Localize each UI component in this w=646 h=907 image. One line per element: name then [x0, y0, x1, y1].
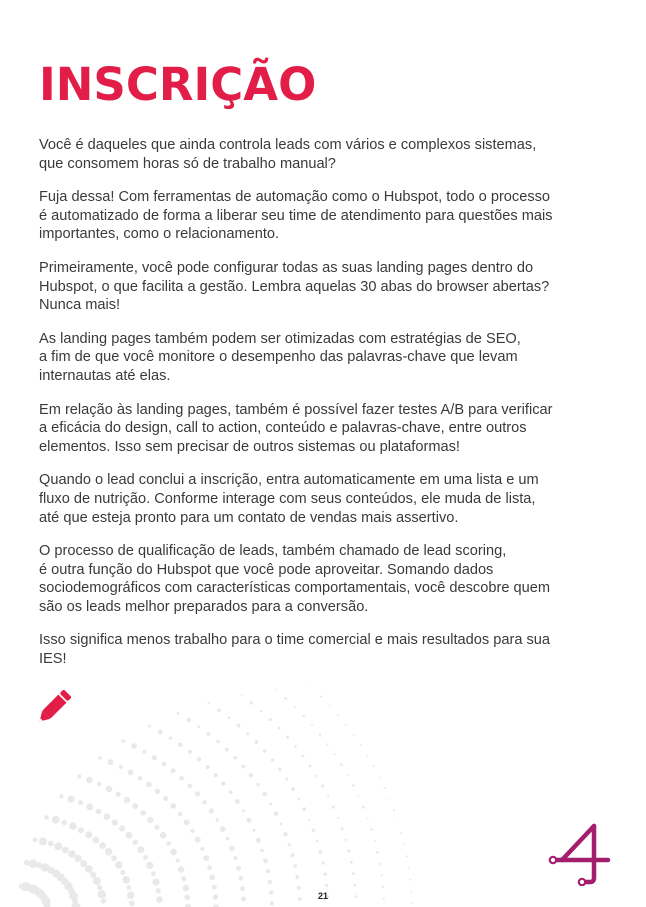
- background-dot: [156, 896, 163, 903]
- background-dot: [205, 765, 209, 769]
- background-dot: [179, 776, 184, 781]
- page-title: INSCRIÇÃO: [39, 58, 317, 111]
- background-dot: [105, 848, 112, 855]
- background-dot: [209, 808, 214, 813]
- paragraph: [39, 401, 609, 457]
- background-dot: [319, 850, 323, 854]
- text-line: Em relação às landing pages, também é possível fazer testes A/B para verificar: [39, 401, 553, 418]
- background-dot: [86, 777, 93, 784]
- background-dot: [183, 885, 189, 891]
- text-line: As landing pages também podem ser otimizadas com estratégias de SEO,: [39, 330, 521, 347]
- background-dot: [233, 756, 237, 760]
- background-dot: [151, 871, 156, 876]
- background-dot: [115, 861, 123, 869]
- background-dot: [297, 886, 301, 890]
- background-dot: [146, 782, 152, 788]
- background-dot: [347, 849, 350, 852]
- background-dot: [143, 855, 148, 860]
- background-dot: [125, 832, 132, 839]
- background-dot: [122, 876, 130, 884]
- background-dot: [209, 875, 215, 881]
- text-line: fluxo de nutrição. Conforme interage com seus conteúdos, ele muda de lista,: [39, 490, 536, 507]
- background-dot: [366, 755, 368, 757]
- page-number: 21: [317, 891, 328, 901]
- background-dot: [85, 831, 92, 838]
- background-dot: [270, 901, 274, 905]
- background-dot: [197, 757, 202, 762]
- text-line: Você é daqueles que ainda controla leads com vários e complexos sistemas,: [39, 137, 537, 153]
- background-dot: [203, 855, 209, 861]
- background-dot: [178, 866, 185, 873]
- background-dot: [337, 817, 339, 819]
- background-dot: [99, 842, 106, 849]
- background-dot: [128, 770, 134, 776]
- text-line: internautas até elas.: [39, 367, 171, 384]
- background-dot: [295, 875, 299, 879]
- body-text: [39, 136, 609, 684]
- background-dot: [216, 818, 220, 822]
- background-dot: [212, 885, 217, 890]
- background-dot: [90, 872, 96, 878]
- background-dot: [62, 847, 69, 854]
- background-dot: [62, 820, 67, 825]
- background-dot: [236, 866, 241, 871]
- text-line: é outra função do Hubspot que você pode aproveitar. Somando dados: [39, 561, 494, 578]
- background-dot: [321, 784, 324, 787]
- background-dot: [284, 697, 287, 700]
- background-dot: [410, 891, 412, 893]
- text-line: Primeiramente, você pode configurar todas as suas landing pages dentro do: [39, 259, 534, 276]
- background-dot: [146, 862, 153, 869]
- background-dot: [143, 750, 147, 754]
- background-dot: [263, 749, 266, 752]
- background-dot: [321, 862, 324, 865]
- background-dot: [217, 708, 221, 712]
- background-dot: [302, 715, 305, 718]
- background-dot: [220, 826, 226, 832]
- text-line: Quando o lead conclui a inscrição, entra automaticamente em uma lista e um: [39, 472, 539, 489]
- text-line: Fuja dessa! Com ferramentas de automação como o Hubspot, todo o processo: [39, 189, 551, 206]
- background-dot: [376, 851, 379, 854]
- background-dot: [302, 755, 305, 758]
- background-dot: [400, 832, 402, 834]
- background-dot: [316, 840, 319, 843]
- background-dot: [59, 794, 63, 798]
- background-dot: [294, 706, 296, 708]
- text-line: a fim de que você monitore o desempenho das palavras-chave que levam: [39, 349, 518, 366]
- background-dot: [39, 837, 47, 845]
- background-dot: [397, 821, 398, 822]
- background-dot: [206, 732, 210, 736]
- background-dot: [302, 807, 306, 811]
- background-dot: [367, 818, 369, 820]
- background-dot: [409, 879, 411, 881]
- background-dot: [274, 812, 278, 816]
- background-dot: [308, 819, 310, 821]
- background-dot: [255, 740, 259, 744]
- background-dot: [195, 791, 200, 796]
- background-dot: [379, 863, 381, 865]
- background-dot: [111, 855, 117, 861]
- background-dot: [374, 840, 376, 842]
- background-dot: [333, 753, 335, 755]
- background-dot: [177, 712, 180, 715]
- background-dot: [191, 829, 195, 833]
- text-line: O processo de qualificação de leads, também chamado de lead scoring,: [39, 543, 507, 560]
- background-dot: [256, 783, 259, 786]
- paragraph: [39, 471, 609, 527]
- background-dot: [373, 765, 375, 767]
- background-dot: [147, 817, 153, 823]
- background-dot: [155, 789, 160, 794]
- background-dot: [69, 822, 77, 830]
- background-dot: [213, 894, 218, 899]
- background-dot: [352, 784, 355, 787]
- background-dot: [382, 886, 384, 888]
- background-dot: [260, 710, 262, 712]
- paragraph: [39, 188, 609, 244]
- background-dot: [379, 776, 381, 778]
- background-dot: [181, 876, 186, 881]
- background-dot: [207, 865, 212, 870]
- background-dot: [327, 795, 329, 797]
- text-line: IES!: [39, 651, 67, 668]
- background-dot: [148, 725, 151, 728]
- background-dot: [326, 743, 328, 745]
- paragraph: [39, 259, 609, 315]
- background-dot: [384, 787, 386, 789]
- background-dot: [132, 840, 137, 845]
- background-dot: [106, 786, 112, 792]
- background-dot: [242, 809, 245, 812]
- background-dot: [345, 839, 347, 841]
- background-dot: [278, 768, 282, 772]
- background-dot: [290, 853, 294, 857]
- background-dot: [68, 850, 76, 858]
- background-dot: [185, 895, 191, 901]
- background-dot: [393, 809, 395, 811]
- background-dot: [323, 873, 326, 876]
- background-dot: [360, 744, 362, 746]
- background-dot: [381, 874, 383, 876]
- background-dot: [86, 803, 93, 810]
- background-dot: [353, 734, 355, 736]
- background-dot: [29, 859, 38, 868]
- background-dot: [288, 843, 291, 846]
- background-dot: [362, 806, 365, 809]
- background-dot: [78, 800, 83, 805]
- background-dot: [234, 856, 238, 860]
- background-dot: [163, 796, 168, 801]
- background-dot: [104, 813, 111, 820]
- background-dot: [237, 724, 241, 728]
- background-dot: [93, 837, 100, 844]
- text-line: a eficácia do design, call to action, conteúdo e palavras-chave, entre outros: [39, 420, 527, 437]
- background-dot: [228, 716, 231, 719]
- background-dot: [240, 886, 245, 891]
- background-dot: [166, 841, 170, 845]
- background-dot: [315, 775, 317, 777]
- background-dot: [116, 792, 121, 797]
- background-dot: [97, 885, 102, 890]
- background-dot: [203, 800, 207, 804]
- background-dot: [178, 812, 183, 817]
- background-dot: [350, 861, 353, 864]
- background-dot: [208, 702, 210, 704]
- paragraph: [39, 631, 609, 668]
- background-dot: [325, 884, 328, 887]
- background-dot: [278, 727, 281, 730]
- background-dot: [271, 758, 274, 761]
- background-dot: [283, 832, 287, 836]
- background-dot: [127, 892, 135, 900]
- background-dot: [286, 736, 289, 739]
- background-dot: [298, 798, 301, 801]
- background-dot: [140, 810, 146, 816]
- background-dot: [285, 778, 288, 781]
- background-dot: [171, 768, 176, 773]
- background-dot: [225, 748, 229, 752]
- background-dot: [309, 764, 312, 767]
- background-dot: [188, 750, 192, 754]
- background-dot: [153, 879, 160, 886]
- text-line: sociodemográficos com características comportamentais, você descobre quem: [39, 580, 551, 597]
- text-line: Hubspot, o que facilita a gestão. Lembra aquelas 30 abas do browser abertas?: [39, 278, 550, 295]
- background-dot: [370, 828, 373, 831]
- background-dot: [68, 796, 75, 803]
- text-line: é automatizado de forma a liberar seu time de atendimento para questões mais: [39, 207, 553, 224]
- paragraph: [39, 330, 609, 386]
- background-dot: [54, 842, 62, 850]
- background-dot: [266, 869, 270, 873]
- background-dot: [246, 818, 251, 823]
- background-dot: [112, 819, 118, 825]
- background-dot: [52, 816, 60, 824]
- background-dot: [200, 847, 204, 851]
- background-dot: [98, 756, 102, 760]
- background-dot: [239, 876, 244, 881]
- background-dot: [241, 765, 245, 769]
- background-dot: [319, 733, 322, 736]
- background-dot: [170, 849, 177, 856]
- background-dot: [280, 823, 283, 826]
- background-dot: [352, 872, 355, 875]
- background-dot: [122, 739, 125, 742]
- background-dot: [221, 781, 226, 786]
- background-dot: [138, 776, 143, 781]
- background-dot: [188, 784, 193, 789]
- background-dot: [131, 743, 137, 749]
- background-dot: [178, 742, 183, 747]
- background-dot: [358, 796, 360, 798]
- background-dot: [176, 859, 180, 863]
- background-dot: [353, 884, 356, 887]
- background-dot: [345, 724, 347, 726]
- background-dot: [77, 774, 81, 778]
- background-dot: [260, 849, 264, 853]
- background-dot: [195, 837, 201, 843]
- background-dot: [214, 773, 218, 777]
- paragraph: [39, 542, 609, 616]
- background-dot: [241, 896, 246, 901]
- background-dot: [311, 687, 312, 688]
- background-dot: [347, 774, 349, 776]
- background-dot: [406, 855, 408, 857]
- background-dot: [158, 730, 163, 735]
- background-dot: [235, 799, 240, 804]
- background-dot: [170, 803, 176, 809]
- paragraph: [39, 136, 609, 173]
- background-dot: [33, 837, 38, 842]
- background-dot: [226, 837, 230, 841]
- background-dot: [74, 855, 81, 862]
- background-dot: [241, 694, 243, 696]
- background-dot: [156, 888, 161, 893]
- background-dot: [291, 787, 295, 791]
- background-dot: [97, 782, 102, 787]
- background-dot: [120, 870, 125, 875]
- background-dot: [48, 841, 54, 847]
- background-dot: [160, 832, 167, 839]
- background-dot: [229, 791, 233, 795]
- background-dot: [169, 737, 172, 740]
- background-dot: [186, 718, 190, 722]
- background-dot: [24, 860, 29, 865]
- background-dot: [85, 865, 93, 873]
- background-dot: [78, 827, 84, 833]
- background-dot: [129, 900, 135, 906]
- background-dot: [119, 765, 123, 769]
- background-dot: [184, 819, 190, 825]
- background-dot: [197, 725, 200, 728]
- background-dot: [44, 815, 49, 820]
- text-line: elementos. Isso sem precisar de outros sistemas ou plataformas!: [39, 438, 460, 455]
- background-dot: [107, 759, 113, 765]
- background-dot: [383, 898, 385, 900]
- background-dot: [229, 846, 234, 851]
- text-line: Nunca mais!: [39, 297, 121, 314]
- pencil-icon: [38, 685, 76, 723]
- background-dot: [126, 885, 131, 890]
- text-line: importantes, como o relacionamento.: [39, 226, 280, 243]
- background-dot: [341, 827, 344, 830]
- background-dot: [337, 714, 339, 716]
- text-line: que consomem horas só de trabalho manual?: [39, 155, 336, 172]
- background-dot: [101, 898, 106, 903]
- background-dot: [250, 701, 253, 704]
- background-dot: [389, 798, 390, 799]
- background-dot: [252, 829, 255, 832]
- background-dot: [119, 826, 125, 832]
- background-dot: [216, 740, 220, 744]
- background-dot: [256, 838, 261, 843]
- background-dot: [162, 762, 166, 766]
- background-dot: [93, 877, 101, 885]
- background-dot: [354, 895, 357, 898]
- background-dot: [312, 829, 316, 833]
- background-dot: [311, 724, 313, 726]
- background-dot: [404, 844, 406, 846]
- background-dot: [263, 858, 268, 863]
- background-dot: [137, 846, 144, 853]
- background-dot: [269, 890, 274, 895]
- background-dot: [293, 864, 297, 868]
- background-dot: [332, 806, 335, 809]
- background-dot: [340, 763, 343, 766]
- background-dot: [249, 773, 253, 777]
- background-dot: [268, 880, 272, 884]
- background-dot: [155, 825, 160, 830]
- background-dot: [124, 797, 130, 803]
- background-dot: [262, 792, 266, 796]
- text-line: Isso significa menos trabalho para o time comercial e mais resultados para sua: [39, 632, 551, 649]
- number-4-logo: [548, 822, 612, 886]
- background-dot: [408, 867, 410, 869]
- background-dot: [294, 745, 297, 748]
- background-dot: [269, 718, 272, 721]
- background-dot: [275, 689, 277, 691]
- background-dot: [98, 890, 106, 898]
- background-dot: [329, 705, 331, 707]
- background-dot: [132, 803, 138, 809]
- background-dot: [152, 755, 157, 760]
- background-dot: [411, 902, 413, 904]
- background-dot: [246, 732, 249, 735]
- text-line: são os leads melhor preparados para a conversão.: [39, 598, 369, 615]
- text-line: até que esteja pronto para um contato de vendas mais assertivo.: [39, 509, 459, 526]
- background-dot: [96, 809, 102, 815]
- background-dot: [269, 802, 272, 805]
- background-dot: [320, 696, 322, 698]
